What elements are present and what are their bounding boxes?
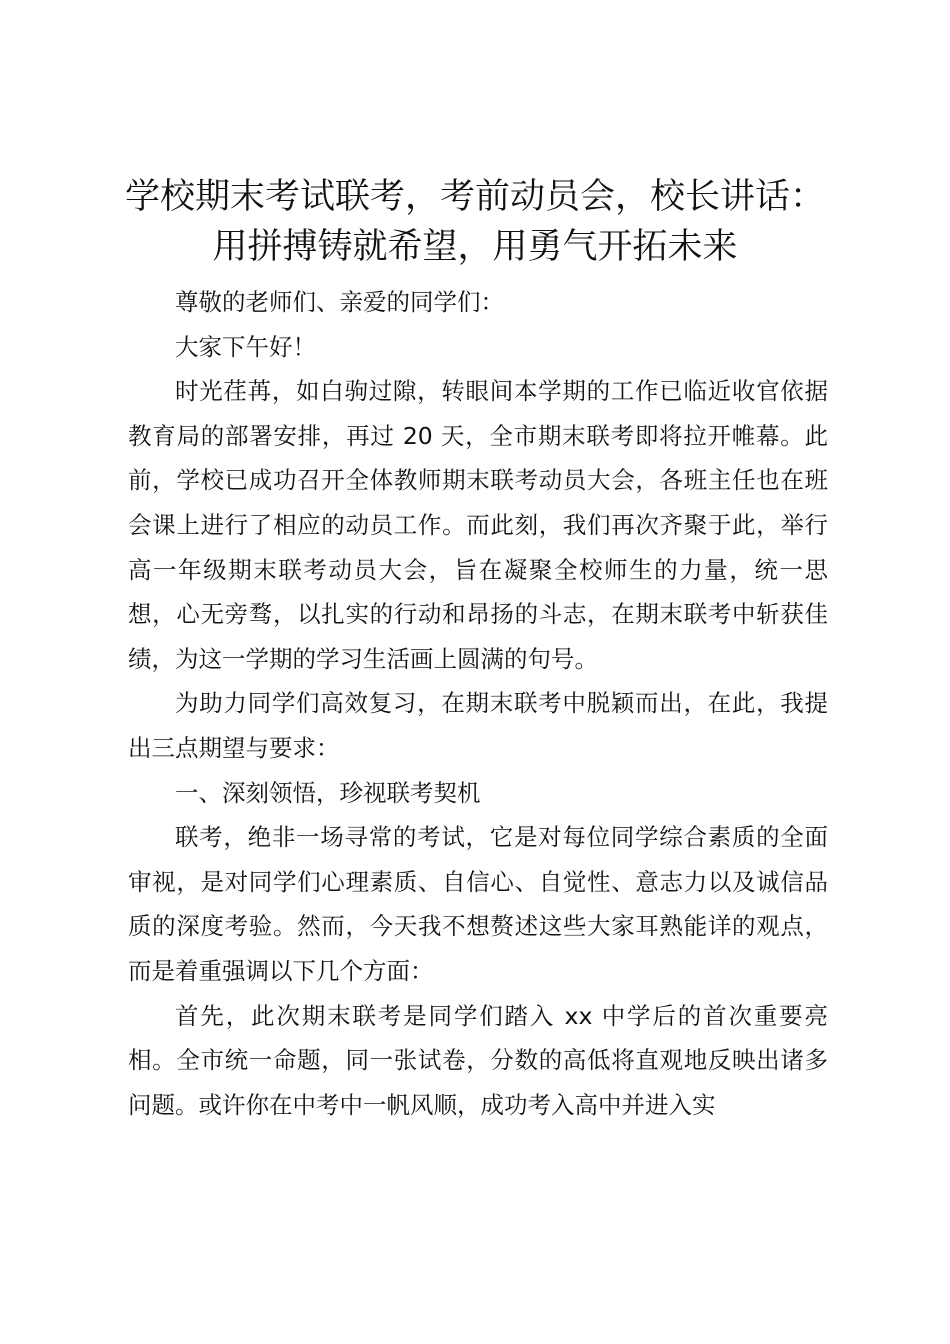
greeting: 大家下午好！ xyxy=(175,332,316,361)
paragraph-intro: 时光荏苒，如白驹过隙，转眼间本学期的工作已临近收官依据教育局的部署安排，再过 20 天，全市期末联考即将拉开帷幕。此前，学校已成功召开全体教师期末联考动员大会，各班主任也在班会课上进行了相应的动员工作。而此刻，我们再次齐聚于此，举行高一年级期末联考动员大会，旨在凝聚全校师生的力量，统一思想，心无旁骛，以扎实的行动和昂扬的斗志，在期末联考中斩获佳绩，为这一学期的学习生活画上圆满的句号。 xyxy=(128,377,828,673)
document-body xyxy=(128,280,828,1127)
paragraph-exam-significance: 联考，绝非一场寻常的考试，它是对每位同学综合素质的全面审视，是对同学们心理素质、自信心、自觉性、意志力以及诚信品质的深度考验。然而，今天我不想赘述这些大家耳熟能详的观点，而是着重强调以下几个方面： xyxy=(128,823,828,985)
paragraph-expectations: 为助力同学们高效复习，在期末联考中脱颖而出，在此，我提出三点期望与要求： xyxy=(128,689,828,762)
salutation: 尊敬的老师们、亲爱的同学们： xyxy=(175,288,504,316)
paragraph-first-point: 首先，此次期末联考是同学们踏入 xx 中学后的首次重要亮相。全市统一命题，同一张试卷，分数的高低将直观地反映出诸多问题。或许你在中考中一帆风顺，成功考入高中并进入实 xyxy=(128,1001,828,1119)
section-heading-1: 一、深刻领悟，珍视联考契机 xyxy=(175,778,481,807)
document-title-line-1: 学校期末考试联考，考前动员会，校长讲话： xyxy=(124,177,825,217)
document-title-line-2: 用拼搏铸就希望，用勇气开拓未来 xyxy=(212,227,738,267)
